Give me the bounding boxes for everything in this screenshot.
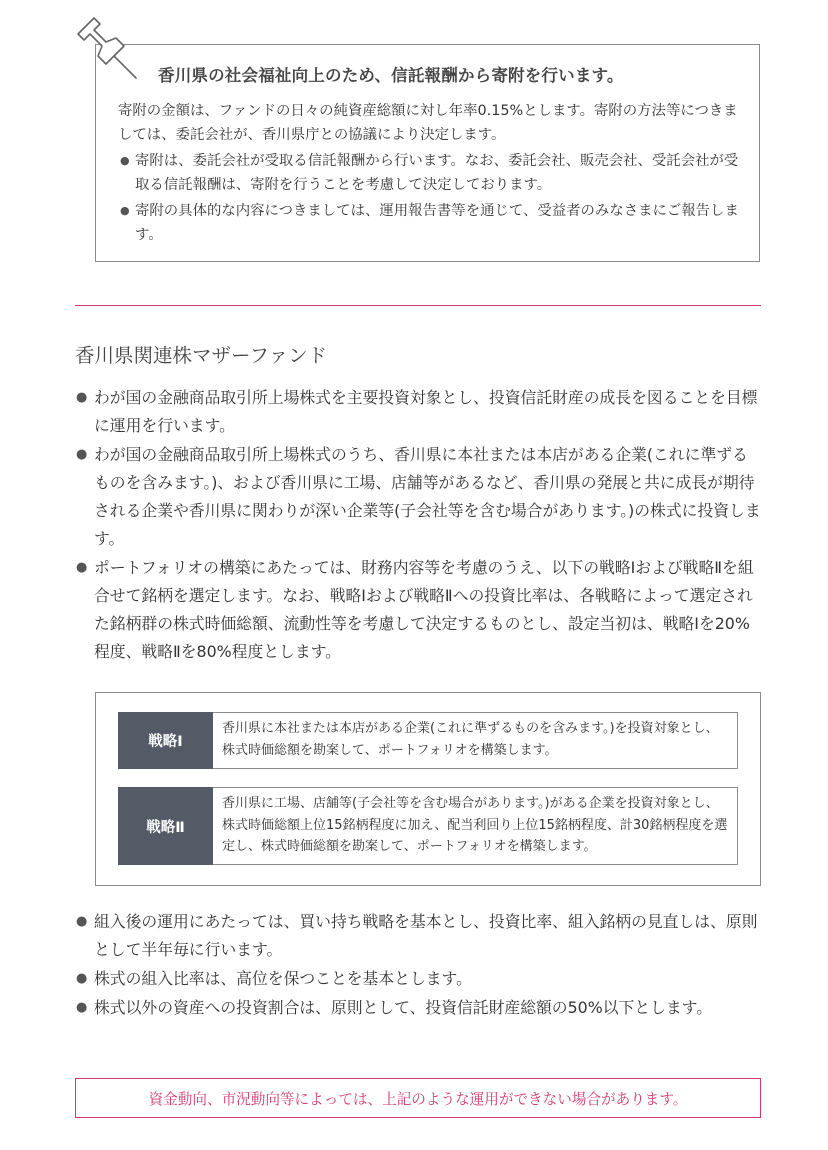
donation-bullet-list: [118, 149, 746, 247]
list-item: ● 株式の組入比率は、高位を保つことを基本とします。: [75, 965, 763, 993]
strategy-description: 香川県に工場、店舗等(子会社等を含む場合があります。)がある企業を投資対象とし、株式時価総額上位15銘柄程度に加え、配当利回り上位15銘柄程度、計30銘柄程度を選定し、株式時価総額を勘案して、ポートフォリオを構築します。: [213, 787, 738, 865]
strategy-description: 香川県に本社または本店がある企業(これに準ずるものを含みます。)を投資対象とし、株式時価総額を勘案して、ポートフォリオを構築します。: [213, 712, 738, 769]
list-item: ● わが国の金融商品取引所上場株式を主要投資対象とし、投資信託財産の成長を図ることを目標に運用を行います。: [75, 384, 763, 440]
strategy-row-2: [118, 787, 738, 865]
strategy-label: 戦略Ⅱ: [118, 787, 213, 865]
donation-body: [118, 99, 746, 247]
donation-title: 香川県の社会福祉向上のため、信託報酬から寄附を行います。: [158, 66, 624, 85]
notice-box: [75, 1078, 761, 1118]
operation-bullet-list: [75, 908, 763, 1023]
list-item: ● わが国の金融商品取引所上場株式のうち、香川県に本社または本店がある企業(これに準ずるものを含みます。)、および香川県に工場、店舗等があるなど、香川県の発展と共に成長が期待される企業や香川県に関わりが深い企業等(子会社等を含む場合があります。)の株式に投資します。: [75, 441, 763, 553]
list-item: ● 組入後の運用にあたっては、買い持ち戦略を基本とし、投資比率、組入銘柄の見直しは、原則として半年毎に行います。: [75, 908, 763, 964]
notice-text: 資金動向、市況動向等によっては、上記のような運用ができない場合があります。: [148, 1090, 688, 1108]
section-divider: [75, 305, 761, 306]
donation-paragraph: 寄附の金額は、ファンドの日々の純資産総額に対し年率0.15%とします。寄附の方法等につきましては、委託会社が、香川県庁との協議により決定します。: [118, 103, 738, 143]
strategy-row-1: [118, 712, 738, 769]
strategy-label: 戦略Ⅰ: [118, 712, 213, 769]
list-item: ● 寄附は、委託会社が受取る信託報酬から行います。なお、委託会社、販売会社、受託会社が受取る信託報酬は、寄附を行うことを考慮して決定しております。: [118, 149, 746, 197]
list-item: ● 株式以外の資産への投資割合は、原則として、投資信託財産総額の50%以下とします。: [75, 994, 763, 1022]
list-item: ● 寄附の具体的な内容につきましては、運用報告書等を通じて、受益者のみなさまにご報告します。: [118, 199, 746, 247]
pushpin-icon: [72, 12, 142, 84]
policy-bullet-list: [75, 384, 763, 667]
section-title: 香川県関連株マザーファンド: [75, 344, 328, 367]
list-item: ● ポートフォリオの構築にあたっては、財務内容等を考慮のうえ、以下の戦略Ⅰおよび戦略Ⅱを組合せて銘柄を選定します。なお、戦略Ⅰおよび戦略Ⅱへの投資比率は、各戦略によって選定された銘柄群の株式時価総額、流動性等を考慮して決定するものとし、設定当初は、戦略Ⅰを20%程度、戦略Ⅱを80%程度とします。: [75, 554, 763, 666]
